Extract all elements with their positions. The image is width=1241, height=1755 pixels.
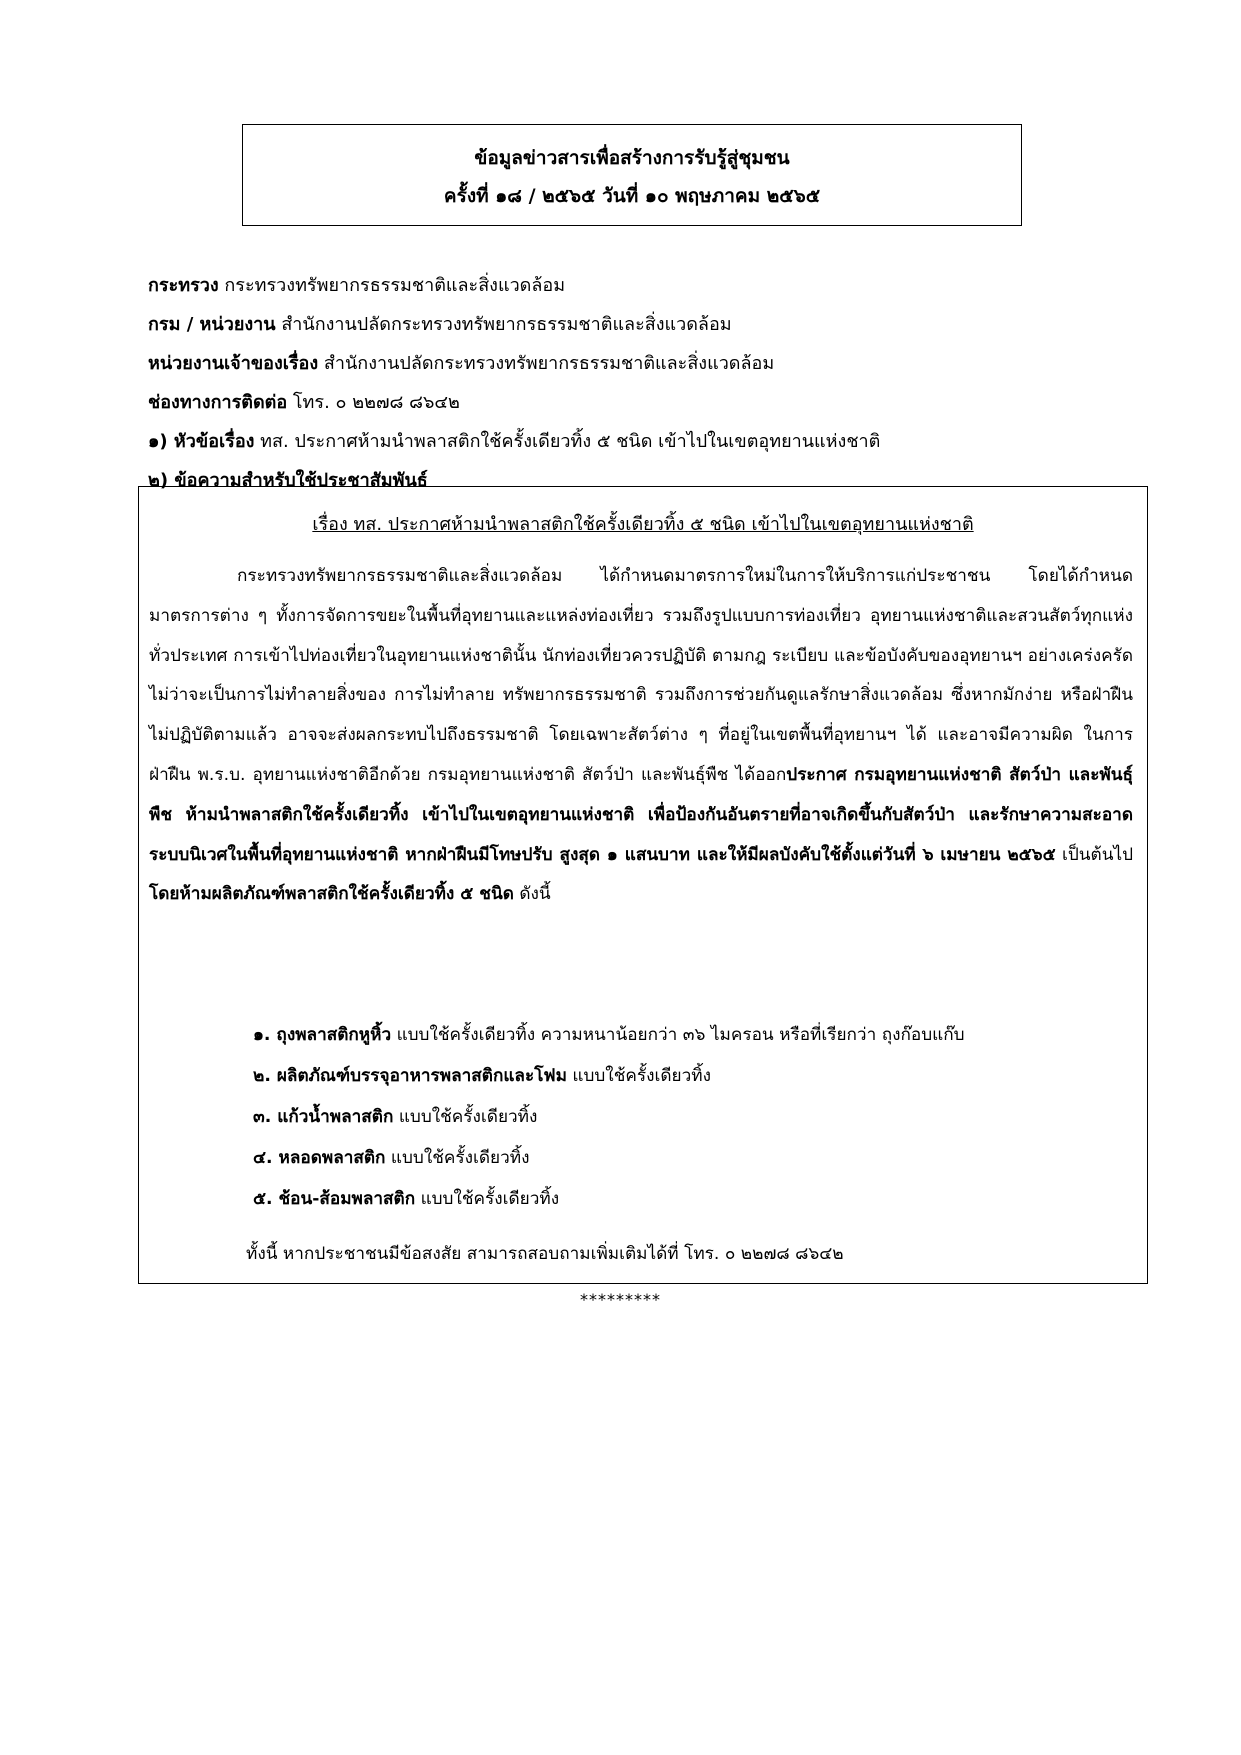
owner-label: หน่วยงานเจ้าของเรื่อง [148, 353, 319, 374]
department-row [148, 305, 1138, 344]
item-name: ๒. ผลิตภัณฑ์บรรจุอาหารพลาสติกและโฟม [253, 1066, 567, 1086]
topic-label: ๑) หัวข้อเรื่อง [148, 431, 255, 452]
end-marker: ********* [580, 1290, 661, 1309]
contact-row [148, 383, 1138, 422]
info-section [148, 266, 1138, 500]
body-text-bold-notice: ประกาศ กรมอุทยานแห่งชาติ สัตว์ป่า และพันธุ์พืช ห้ามนำพลาสติกใช้ครั้งเดียวทิ้ง เข้าไปในเขตอุทยานแห่งชาติ เพื่อป้องกันอันตรายที่อาจเกิดขึ้นกับสัตว์ป่า และรักษาความสะอาดระบบนิเวศในพื้นที่อุทยานแห่งชาติ หากฝ่าฝืนมีโทษปรับ สูงสุด ๑ แสนบาท และให้มีผลบังคับใช้ตั้งแต่วันที่ ๖ เมษายน ๒๕๖๕ [149, 764, 1134, 865]
press-release-body [149, 557, 1133, 915]
list-item [253, 1179, 965, 1220]
list-item [253, 1015, 965, 1056]
list-item [253, 1138, 965, 1179]
owner-value: สำนักงานปลัดกระทรวงทรัพยากรธรรมชาติและสิ่งแวดล้อม [323, 353, 775, 374]
department-value: สำนักงานปลัดกระทรวงทรัพยากรธรรมชาติและสิ่งแวดล้อม [281, 314, 732, 335]
ministry-label: กระทรวง [148, 275, 219, 296]
press-release-title: เรื่อง ทส. ประกาศห้ามนำพลาสติกใช้ครั้งเดียวทิ้ง ๕ ชนิด เข้าไปในเขตอุทยานแห่งชาติ [312, 514, 974, 535]
body-text-plain-3: ดังนี้ [513, 884, 551, 905]
contact-value: โทร. ๐ ๒๒๗๘ ๘๖๔๒ [292, 392, 460, 413]
item-name: ๕. ช้อน-ส้อมพลาสติก [253, 1189, 416, 1209]
ministry-row [148, 266, 1138, 305]
topic-row [148, 422, 1138, 461]
item-detail: แบบใช้ครั้งเดียวทิ้ง [393, 1107, 538, 1127]
banned-items-list [253, 1015, 965, 1220]
item-name: ๓. แก้วน้ำพลาสติก [253, 1107, 394, 1127]
list-item [253, 1056, 965, 1097]
contact-label: ช่องทางการติดต่อ [148, 392, 288, 413]
item-detail: แบบใช้ครั้งเดียวทิ้ง ความหนาน้อยกว่า ๓๖ ไมครอน หรือที่เรียกว่า ถุงก๊อบแก๊บ [391, 1025, 965, 1045]
item-detail: แบบใช้ครั้งเดียวทิ้ง [385, 1148, 530, 1168]
header-issue-date: ครั้งที่ ๑๘ / ๒๕๖๕ วันที่ ๑๐ พฤษภาคม ๒๕๖๕ [443, 185, 821, 207]
topic-value: ทส. ประกาศห้ามนำพลาสติกใช้ครั้งเดียวทิ้ง ๕ ชนิด เข้าไปในเขตอุทยานแห่งชาติ [260, 431, 881, 452]
body-paragraph [149, 557, 1133, 915]
item-detail: แบบใช้ครั้งเดียวทิ้ง [415, 1189, 560, 1209]
item-detail: แบบใช้ครั้งเดียวทิ้ง [566, 1066, 711, 1086]
body-text-bold-ban: โดยห้ามผลิตภัณฑ์พลาสติกใช้ครั้งเดียวทิ้ง ๕ ชนิด [149, 884, 514, 905]
ministry-value: กระทรวงทรัพยากรธรรมชาติและสิ่งแวดล้อม [224, 275, 566, 296]
closing-contact: ทั้งนี้ หากประชาชนมีข้อสงสัย สามารถสอบถามเพิ่มเติมได้ที่ โทร. ๐ ๒๒๗๘ ๘๖๔๒ [246, 1244, 844, 1264]
list-item [253, 1097, 965, 1138]
message-label: ๒) ข้อความสำหรับใช้ประชาสัมพันธ์ [148, 470, 428, 491]
item-name: ๑. ถุงพลาสติกหูหิ้ว [253, 1025, 392, 1045]
item-name: ๔. หลอดพลาสติก [253, 1148, 386, 1168]
press-release-box [138, 486, 1148, 1284]
body-text-plain: กระทรวงทรัพยากรธรรมชาติและสิ่งแวดล้อม ได้กำหนดมาตรการใหม่ในการให้บริการแก่ประชาชน โดยได้กำหนดมาตรการต่าง ๆ ทั้งการจัดการขยะในพื้นที่อุทยานและแหล่งท่องเที่ยว รวมถึงรูปแบบการท่องเที่ยว อุทยานแห่งชาติและสวนสัตว์ทุกแห่งทั่วประเทศ การเข้าไปท่องเที่ยวในอุทยานแห่งชาตินั้น นักท่องเที่ยวควรปฏิบัติ ตามกฎ ระเบียบ และข้อบังคับของอุทยานฯ อย่างเคร่งครัด ไม่ว่าจะเป็นการไม่ทำลายสิ่งของ การไม่ทำลาย ทรัพยากรธรรมชาติ รวมถึงการช่วยกันดูแลรักษาสิ่งแวดล้อม ซึ่งหากมักง่าย หรือฝ่าฝืน ไม่ปฏิบัติตามแล้ว อาจจะส่งผลกระทบไปถึงธรรมชาติ โดยเฉพาะสัตว์ต่าง ๆ ที่อยู่ในเขตพื้นที่อุทยานฯ ได้ และอาจมีความผิด ในการฝ่าฝืน พ.ร.บ. อุทยานแห่งชาติอีกด้วย กรมอุทยานแห่งชาติ สัตว์ป่า และพันธุ์พืช ได้ออก [149, 566, 1133, 785]
department-label: กรม / หน่วยงาน [148, 314, 276, 335]
header-title: ข้อมูลข่าวสารเพื่อสร้างการรับรู้สู่ชุมชน [474, 147, 790, 169]
header-box [242, 124, 1022, 226]
body-text-plain-2: เป็นต้นไป [1055, 844, 1133, 865]
owner-row [148, 344, 1138, 383]
